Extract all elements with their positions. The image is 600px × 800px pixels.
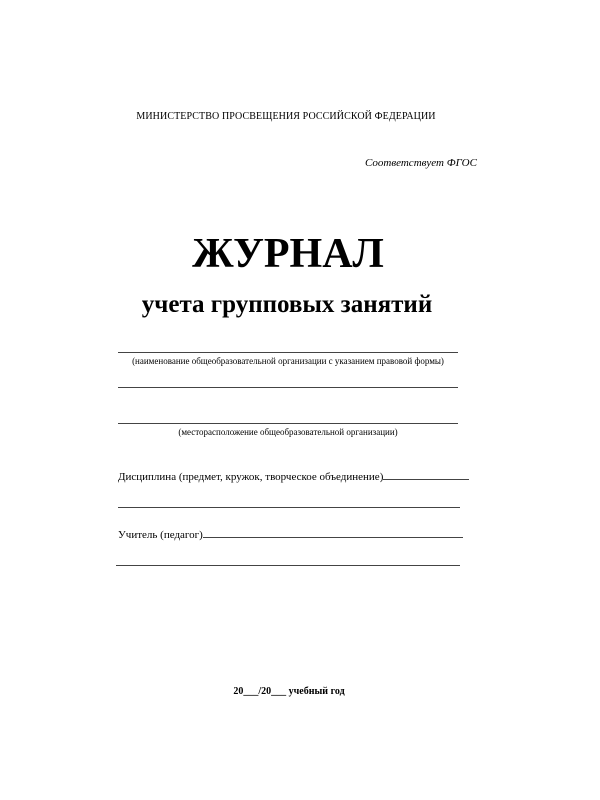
- teacher-field: [118, 527, 463, 541]
- organization-name-line-2: [118, 387, 458, 388]
- journal-title-text: ЖУРНАЛ: [192, 231, 384, 277]
- journal-subtitle: [0, 289, 600, 321]
- location-line: [118, 423, 458, 424]
- organization-name-line: [118, 352, 458, 353]
- academic-year-text: 20___/20___ учебный год: [233, 686, 345, 697]
- journal-subtitle-text: учета групповых занятий: [141, 291, 433, 318]
- discipline-field: [118, 469, 469, 483]
- journal-title: [0, 229, 600, 279]
- fgos-compliance-note: Соответствует ФГОС: [365, 157, 477, 169]
- discipline-line-2: [118, 507, 460, 508]
- ministry-heading-text: МИНИСТЕРСТВО ПРОСВЕЩЕНИЯ РОССИЙСКОЙ ФЕДЕРАЦИИ: [136, 111, 436, 122]
- teacher-line-2: [116, 565, 460, 566]
- location-caption: (месторасположение общеобразовательной организации): [178, 427, 398, 437]
- ministry-heading: [0, 111, 600, 122]
- teacher-label: Учитель (педагог): [118, 529, 203, 541]
- discipline-fill-line: [383, 469, 469, 480]
- organization-caption: (наименование общеобразовательной организации с указанием правовой формы): [132, 356, 444, 366]
- academic-year: [0, 686, 600, 697]
- discipline-label: Дисциплина (предмет, кружок, творческое объединение): [118, 471, 384, 483]
- teacher-fill-line: [203, 527, 463, 538]
